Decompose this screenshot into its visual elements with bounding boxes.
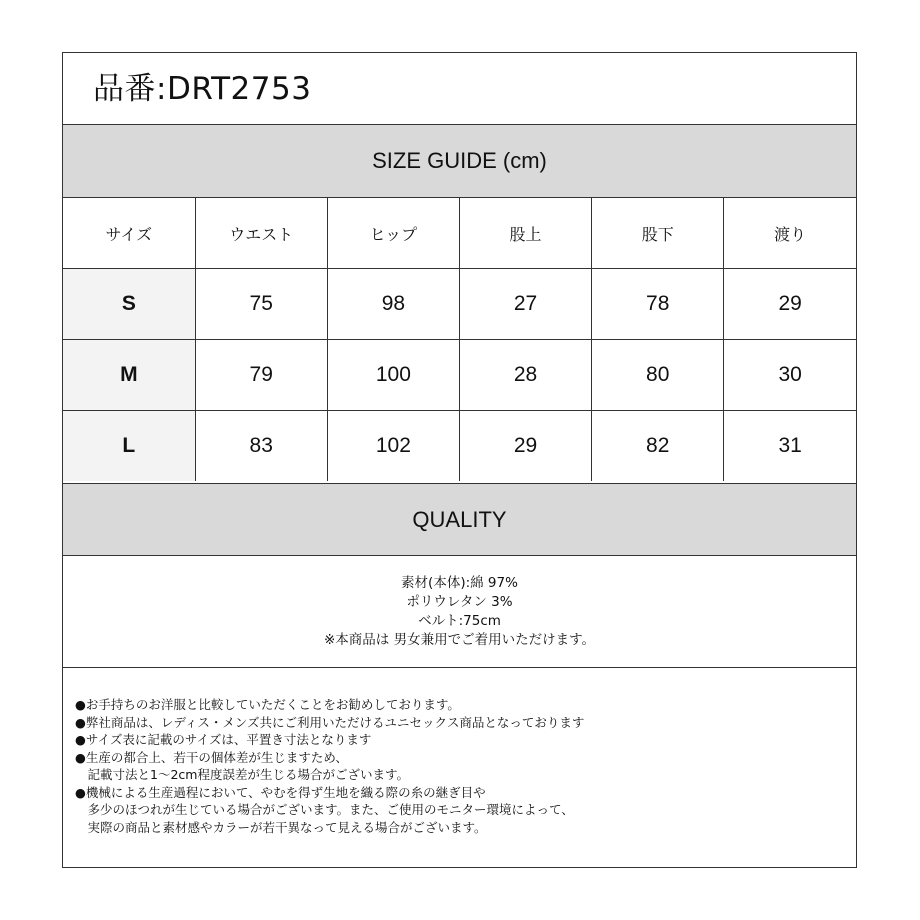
size-label: M <box>63 340 195 411</box>
size-table-header <box>63 198 856 269</box>
table-cell: 100 <box>327 340 459 411</box>
material-line: ポリウレタン 3% <box>406 593 513 610</box>
header-cell-hip: ヒップ <box>327 198 459 269</box>
table-cell: 82 <box>592 411 724 482</box>
table-cell: 29 <box>459 411 591 482</box>
note-line: 多少のほつれが生じている場合がございます。また、ご使用のモニター環境によって、 <box>75 802 574 817</box>
notes-list <box>75 696 835 836</box>
table-cell: 80 <box>592 340 724 411</box>
header-cell-inseam: 股下 <box>592 198 724 269</box>
material-line: 素材(本体):綿 97% <box>401 574 518 591</box>
table-cell: 29 <box>724 269 856 340</box>
note-line: 記載寸法と1～2cm程度誤差が生じる場合がございます。 <box>75 767 409 782</box>
quality-details <box>63 556 856 668</box>
table-cell: 98 <box>327 269 459 340</box>
belt-line: ベルト:75cm <box>418 612 501 629</box>
table-cell: 102 <box>327 411 459 482</box>
table-cell: 78 <box>592 269 724 340</box>
table-row <box>63 269 856 340</box>
table-cell: 28 <box>459 340 591 411</box>
table-cell: 31 <box>778 434 802 457</box>
size-guide-heading: SIZE GUIDE (cm) <box>63 125 856 198</box>
table-cell: 30 <box>724 340 856 411</box>
table-cell: 27 <box>459 269 591 340</box>
note-line: ●機械による生産過程において、やむを得ず生地を織る際の糸の継ぎ目や <box>75 784 486 800</box>
note-line: ●サイズ表に記載のサイズは、平置き寸法となります <box>75 732 372 747</box>
table-cell: 83 <box>195 411 327 482</box>
header-cell-size: サイズ <box>63 198 195 269</box>
header-cell-waist: ウエスト <box>195 198 327 269</box>
title-row <box>63 53 856 125</box>
table-cell: 75 <box>195 269 327 340</box>
note-line: 実際の商品と素材感やカラーが若干異なって見える場合がございます。 <box>75 819 487 835</box>
header-cell-rise: 股上 <box>459 198 591 269</box>
quality-heading: QUALITY <box>63 483 856 556</box>
table-cell: 79 <box>195 340 327 411</box>
size-label: S <box>63 269 195 340</box>
size-label: L <box>63 411 195 482</box>
size-table <box>63 198 856 481</box>
product-sheet <box>62 52 857 868</box>
unisex-note: ※本商品は 男女兼用でご着用いただけます。 <box>323 631 596 648</box>
note-line: ●生産の都合上、若干の個体差が生じますため、 <box>75 749 348 765</box>
header-cell-thigh: 渡り <box>724 198 856 269</box>
table-row <box>63 411 856 482</box>
note-line: ●弊社商品は、レディス・メンズ共にご利用いただけるユニセックス商品となっております <box>75 714 585 730</box>
product-number-title: 品番:DRT2753 <box>93 71 312 107</box>
note-line: ●お手持ちのお洋服と比較していただくことをお勧めしております。 <box>75 697 460 712</box>
table-row <box>63 340 856 411</box>
